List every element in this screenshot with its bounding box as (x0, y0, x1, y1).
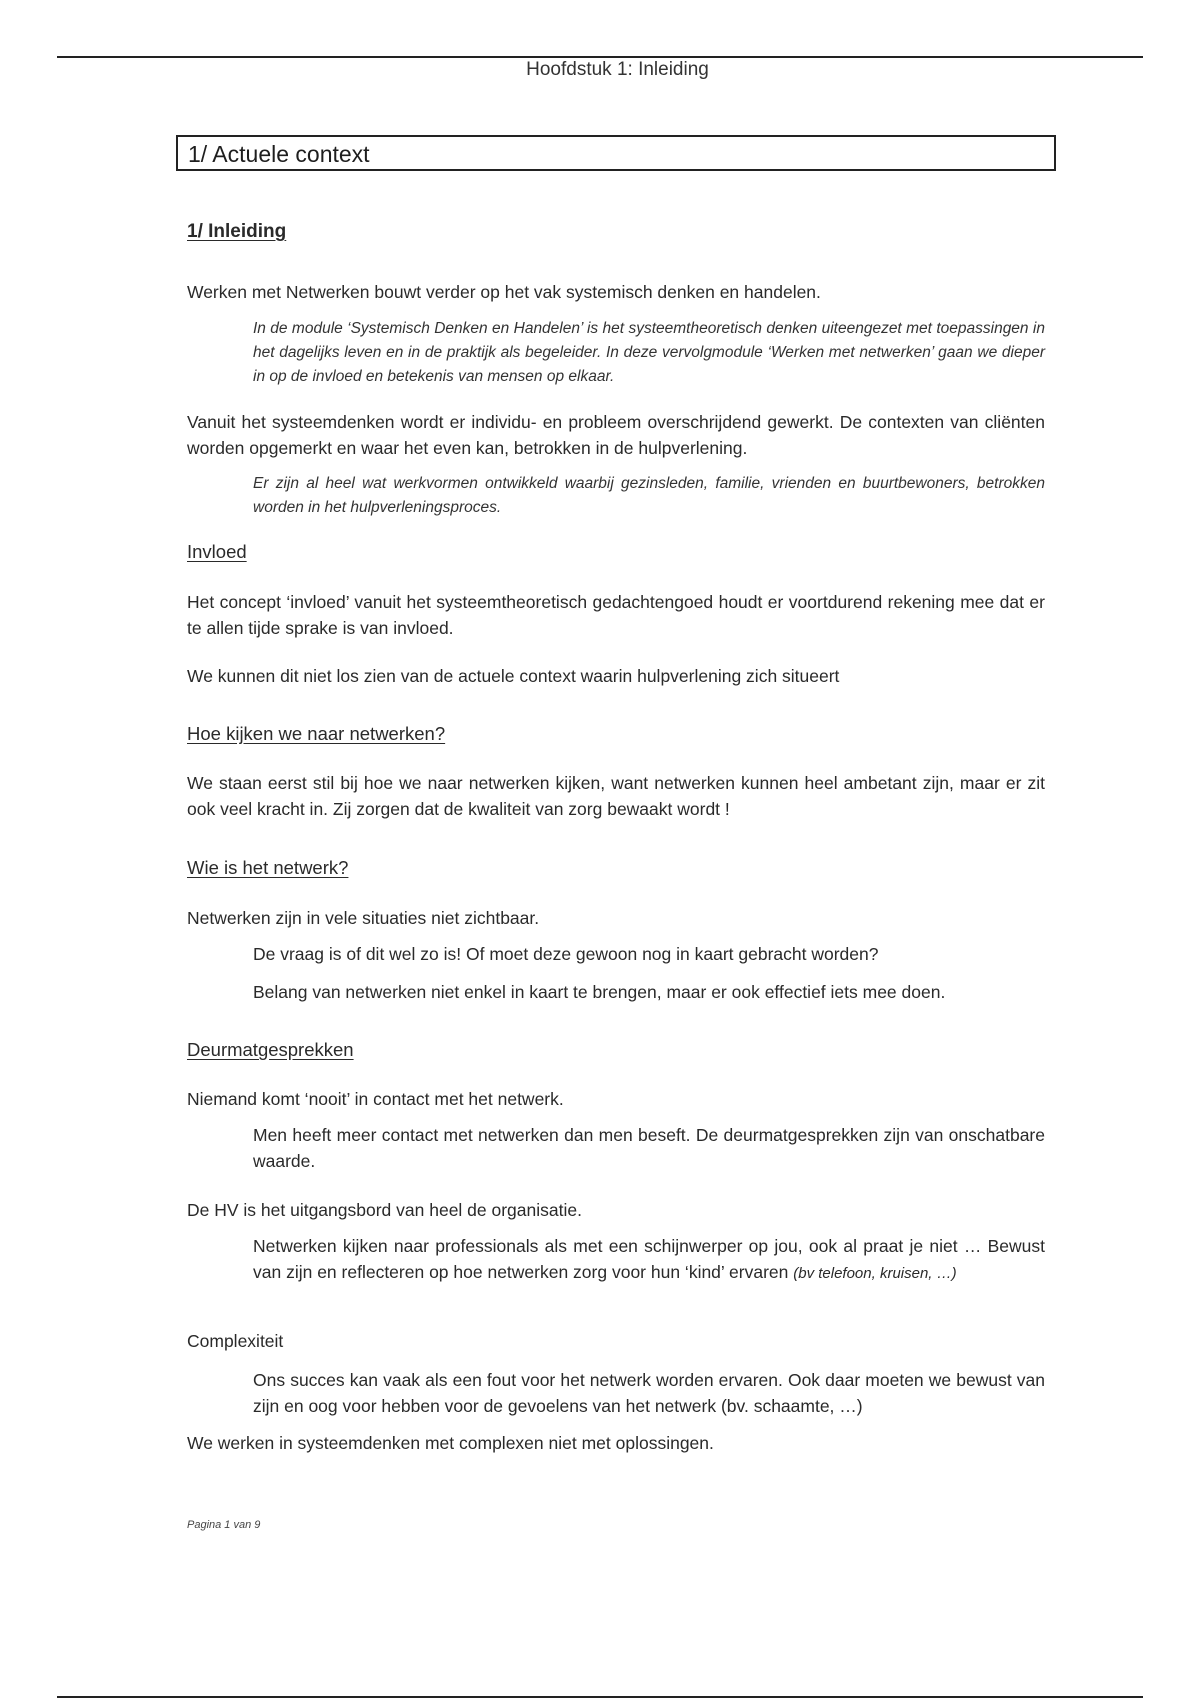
paragraph-indented: Ons succes kan vaak als een fout voor het netwerk worden ervaren. Ook daar moeten we bewust van zijn en oog voor hebben voor de gevoelens van het netwerk (bv. schaamte, …) (253, 1370, 1045, 1416)
section-title: 1/ Actuele context (188, 141, 370, 167)
paragraph-text: Netwerken kijken naar professionals als met een schijnwerper op jou, ook al praat je niet … Bewust van zijn en reflecteren op hoe netwerken zorg voor hun ‘kind’ ervaren (253, 1236, 1045, 1282)
heading-invloed: Invloed (187, 541, 247, 562)
page-number: Pagina 1 van 9 (187, 1519, 261, 1531)
running-header: Hoofdstuk 1: Inleiding (526, 59, 709, 80)
heading-complexiteit: Complexiteit (187, 1331, 284, 1351)
paragraph: We werken in systeemdenken met complexen niet met oplossingen. (187, 1433, 714, 1453)
heading-deurmatgesprekken: Deurmatgesprekken (187, 1039, 354, 1060)
heading-hoe-kijken: Hoe kijken we naar netwerken? (187, 723, 446, 744)
paragraph-indented (253, 1233, 1045, 1287)
paragraph-note: Er zijn al heel wat werkvormen ontwikkeld waarbij gezinsleden, familie, vrienden en buurtbewoners, betrokken worden in het hulpverleningsproces. (253, 475, 1045, 516)
paragraph-example: (bv telefoon, kruisen, …) (793, 1265, 957, 1282)
paragraph: Het concept ‘invloed’ vanuit het systeemtheoretisch gedachtengoed houdt er voortdurend rekening mee dat er te allen tijde sprake is van invloed. (187, 592, 1045, 638)
paragraph: We kunnen dit niet los zien van de actuele context waarin hulpverlening zich situeert (187, 666, 840, 686)
paragraph: Niemand komt ‘nooit’ in contact met het netwerk. (187, 1089, 564, 1109)
paragraph-indented: De vraag is of dit wel zo is! Of moet deze gewoon nog in kaart gebracht worden? (253, 944, 879, 964)
section-title-box (176, 135, 1056, 171)
paragraph-indented: Men heeft meer contact met netwerken dan men beseft. De deurmatgesprekken zijn van onschatbare waarde. (253, 1125, 1045, 1171)
paragraph: Vanuit het systeemdenken wordt er individu- en probleem overschrijdend gewerkt. De contexten van cliënten worden opgemerkt en waar het even kan, betrokken in de hulpverlening. (187, 412, 1045, 458)
paragraph-note: In de module ‘Systemisch Denken en Handelen’ is het systeemtheoretisch denken uiteengezet met toepassingen in het dagelijks leven en in de praktijk als begeleider. In deze vervolgmodule ‘Werken met netwerken’ gaan we dieper in op de invloed en betekenis van mensen op elkaar. (253, 320, 1045, 385)
paragraph: De HV is het uitgangsbord van heel de organisatie. (187, 1200, 582, 1220)
paragraph: We staan eerst stil bij hoe we naar netwerken kijken, want netwerken kunnen heel ambetant zijn, maar er zit ook veel kracht in. Zij zorgen dat de kwaliteit van zorg bewaakt wordt ! (187, 773, 1045, 819)
paragraph: Netwerken zijn in vele situaties niet zichtbaar. (187, 908, 540, 928)
paragraph: Werken met Netwerken bouwt verder op het vak systemisch denken en handelen. (187, 282, 821, 302)
header-rule (57, 56, 1143, 58)
heading-wie-is-netwerk: Wie is het netwerk? (187, 857, 349, 878)
subsection-title: 1/ Inleiding (187, 221, 287, 242)
paragraph-indented: Belang van netwerken niet enkel in kaart te brengen, maar er ook effectief iets mee doen. (253, 982, 946, 1002)
footer-rule (57, 1696, 1143, 1698)
